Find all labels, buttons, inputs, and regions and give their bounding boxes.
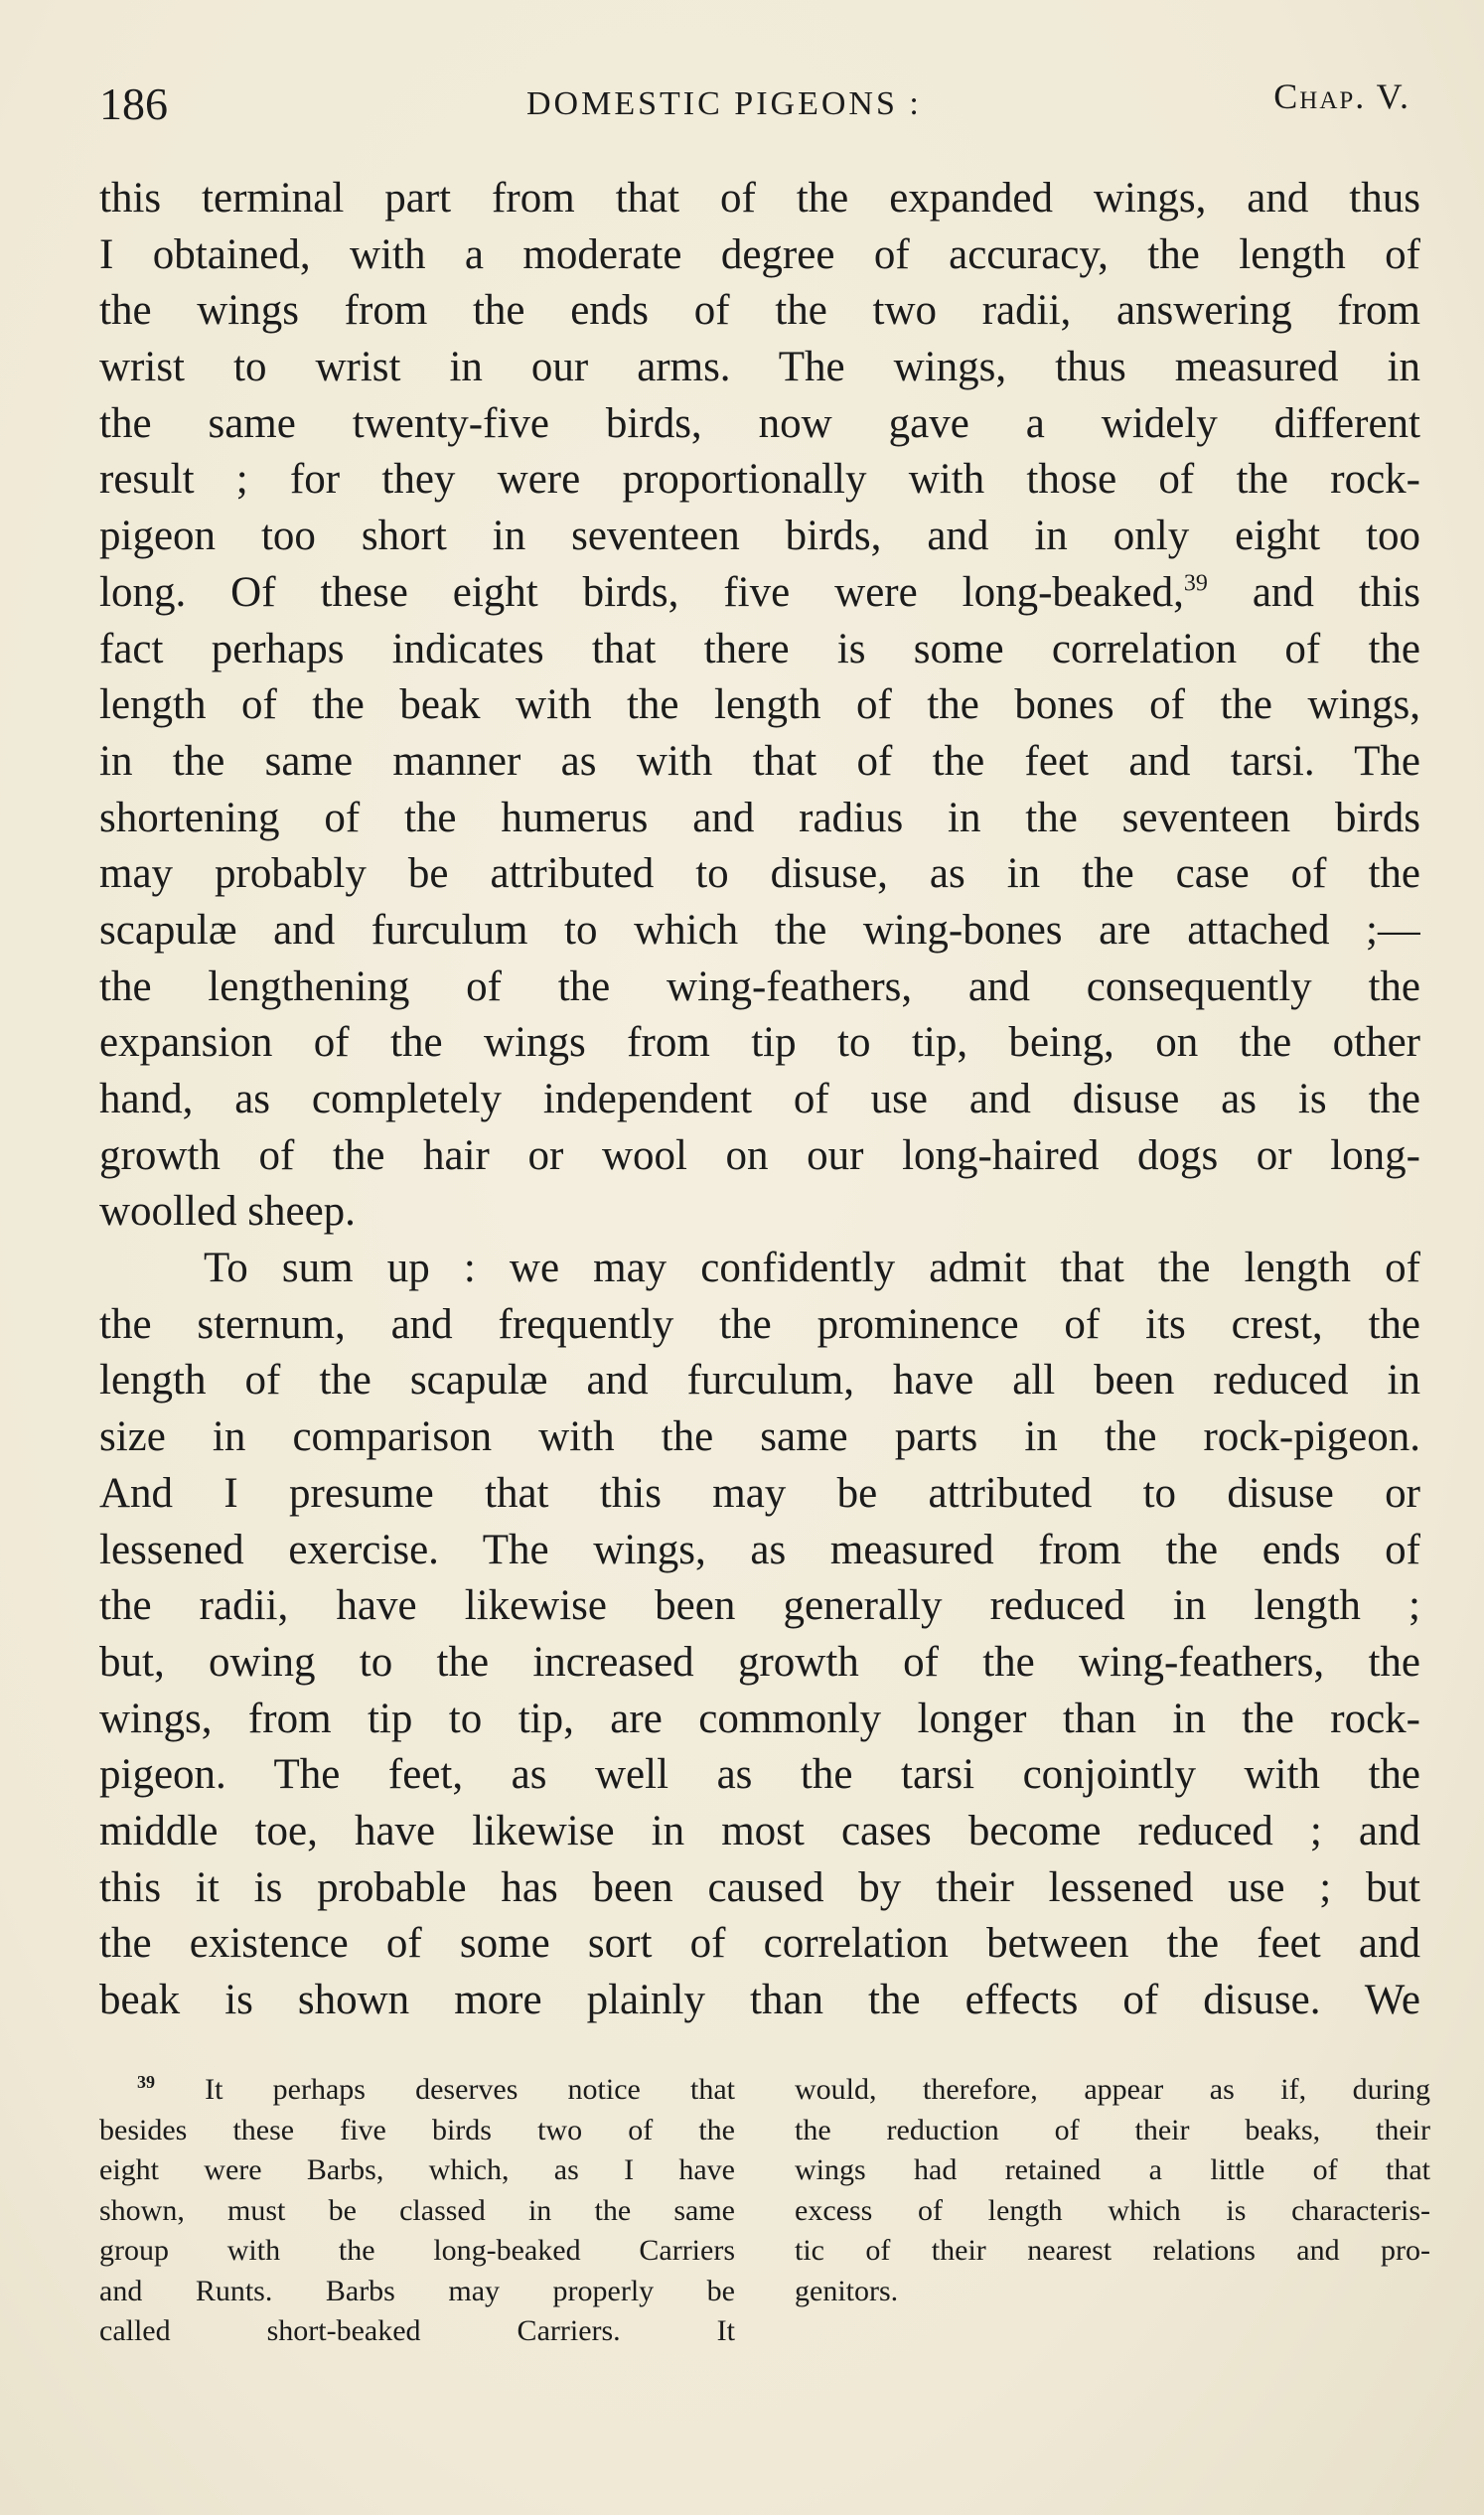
footnote-line: wings had retained a little of that [795,2153,1430,2186]
text-line-with-footnote-ref [99,565,1420,622]
text-line: this terminal part from that of the expanded wings, and thus [99,175,1420,222]
text-segment: long. Of these eight birds, five were long-beaked, [99,568,1184,616]
text-line: woolled sheep. [99,1188,356,1236]
text-line: size in comparison with the same parts in the rock-pigeon. [99,1413,1420,1461]
text-line: pigeon. The feet, as well as the tarsi conjointly with the [99,1751,1420,1799]
text-line: expansion of the wings from tip to tip, being, on the other [99,1019,1420,1067]
text-line: may probably be attributed to disuse, as in the case of the [99,850,1420,898]
footnote [99,2070,1430,2347]
footnote-reference: 39 [1183,570,1208,597]
text-line: length of the beak with the length of the bones of the wings, [99,681,1420,729]
text-line: growth of the hair or wool on our long-haired dogs or long- [99,1131,1420,1179]
footnote-line: would, therefore, appear as if, during [795,2073,1430,2106]
footnote-line: tic of their nearest relations and pro- [795,2234,1430,2267]
text-line: the sternum, and frequently the prominence of its crest, the [99,1300,1420,1348]
footnote-line: besides these five birds two of the [99,2113,735,2146]
footnote-line: group with the long-beaked Carriers [99,2234,735,2267]
text-line: pigeon too short in seventeen birds, and in only eight too [99,513,1420,560]
text-line: length of the scapulæ and furculum, have all been reduced in [99,1357,1420,1405]
footnote-line: genitors. [795,2274,899,2307]
paragraph-1 [99,171,1420,1241]
text-line: lessened exercise. The wings, as measured from the ends of [99,1526,1420,1573]
text-line: in the same manner as with that of the feet and tarsi. The [99,737,1420,785]
text-line: the same twenty-five birds, now gave a widely different [99,399,1420,447]
text-line: To sum up : we may confidently admit that the length of [204,1245,1420,1292]
text-line: wrist to wrist in our arms. The wings, thus measured in [99,344,1420,391]
page-header [99,72,1420,131]
text-line: I obtained, with a moderate degree of accuracy, the length of [99,230,1420,278]
text-line: fact perhaps indicates that there is some correlation of the [99,625,1420,672]
text-line: And I presume that this may be attributed to disuse or [99,1469,1420,1517]
footnote-line: and Runts. Barbs may properly be [99,2274,735,2307]
main-text [99,171,1420,2029]
text-line: the radii, have likewise been generally reduced in length ; [99,1582,1420,1630]
text-line: the wings from the ends of the two radii, answering from [99,287,1420,335]
footnote-left-column [99,2070,735,2352]
paragraph-2 [99,1241,1420,2029]
footnote-line: the reduction of their beaks, their [795,2113,1430,2146]
text-line: wings, from tip to tip, are commonly longer than in the rock- [99,1695,1420,1742]
text-segment: and this [1207,568,1420,616]
text-line: scapulæ and furculum to which the wing-bones are attached ;— [99,906,1420,954]
text-line: hand, as completely independent of use and disuse as is the [99,1076,1420,1122]
footnote-line: shown, must be classed in the same [99,2193,735,2227]
running-title: DOMESTIC PIGEONS : [526,85,922,122]
footnote-line: excess of length which is characteris- [795,2193,1430,2227]
footnote-line: eight were Barbs, which, as I have [99,2153,735,2186]
text-line: the lengthening of the wing-feathers, and consequently the [99,962,1420,1010]
text-line: middle toe, have likewise in most cases become reduced ; and [99,1807,1420,1854]
footnote-marker: 39 [137,2072,155,2092]
footnote-right-column [795,2070,1430,2311]
text-line: beak is shown more plainly than the effects of disuse. We [99,1977,1420,2023]
footnote-line: called short-beaked Carriers. It [99,2314,735,2347]
footnote-line [99,2070,735,2111]
chapter-label: Chap. V. [1273,76,1410,116]
page-number: 186 [99,78,168,129]
text-line: the existence of some sort of correlation between the feet and [99,1920,1420,1968]
text-line: but, owing to the increased growth of the wing-feathers, the [99,1638,1420,1686]
text-line: result ; for they were proportionally with those of the rock- [99,456,1420,504]
text-segment: It perhaps deserves notice that [205,2073,735,2106]
text-line: this it is probable has been caused by their lessened use ; but [99,1863,1420,1911]
text-line: shortening of the humerus and radius in the seventeen birds [99,794,1420,841]
